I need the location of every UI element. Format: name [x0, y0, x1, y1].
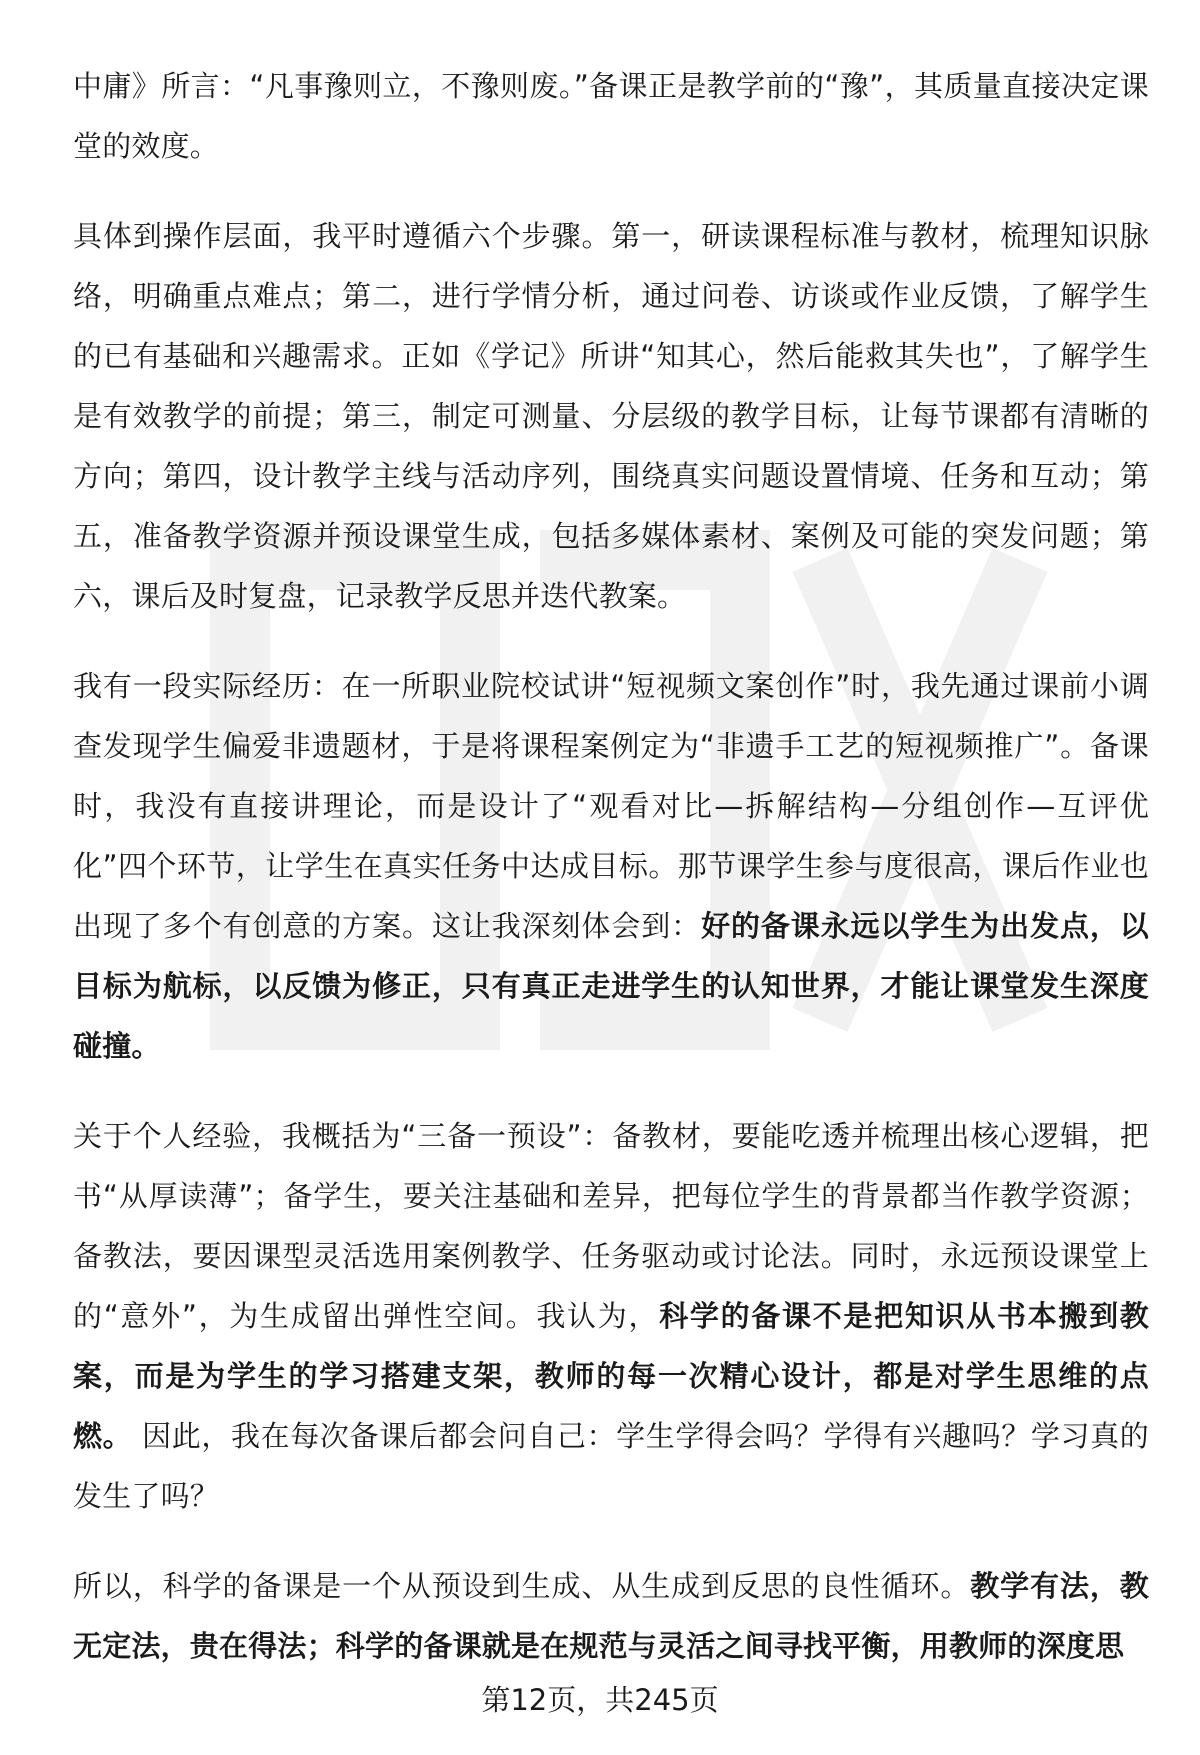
body-paragraph [73, 656, 1149, 1076]
emphasized-text: 教学有法，教无定法，贵在得法；科学的备课就是在规范与灵活之间寻找平衡，用教师的深度思 [73, 1569, 1149, 1663]
body-paragraph [73, 1556, 1149, 1676]
paragraph-text: 关于个人经验，我概括为“三备一预设”：备教材，要能吃透并梳理出核心逻辑，把书“从厚读薄”；备学生，要关注基础和差异，把每位学生的背景都当作教学资源；备教法，要因课型灵活选用案例教学、任务驱动或讨论法。同时，永远预设课堂上的“意外”，为生成留出弹性空间。我认为， [73, 1119, 1149, 1333]
body-paragraph [73, 56, 1149, 176]
emphasized-text: 好的备课永远以学生为出发点，以目标为航标，以反馈为修正，只有真正走进学生的认知世界，才能让课堂发生深度碰撞。 [73, 909, 1149, 1063]
body-paragraph [73, 1106, 1149, 1526]
paragraph-text: 所以，科学的备课是一个从预设到生成、从生成到反思的良性循环。 [73, 1569, 971, 1603]
paragraph-text: 具体到操作层面，我平时遵循六个步骤。第一，研读课程标准与教材，梳理知识脉络，明确重点难点；第二，进行学情分析，通过问卷、访谈或作业反馈，了解学生的已有基础和兴趣需求。正如《学记》所讲“知其心，然后能救其失也”，了解学生是有效教学的前提；第三，制定可测量、分层级的教学目标，让每节课都有清晰的方向；第四，设计教学主线与活动序列，围绕真实问题设置情境、任务和互动；第五，准备教学资源并预设课堂生成，包括多媒体素材、案例及可能的突发问题；第六，课后及时复盘，记录教学反思并迭代教案。 [73, 219, 1149, 613]
paragraph-text: 中庸》所言：“凡事豫则立，不豫则废。”备课正是教学前的“豫”，其质量直接决定课堂的效度。 [73, 69, 1149, 163]
paragraph-text: 因此，我在每次备课后都会问自己：学生学得会吗？学得有兴趣吗？学习真的发生了吗？ [73, 1419, 1149, 1513]
body-paragraph [73, 206, 1149, 626]
document-body [73, 56, 1149, 1706]
page-number: 第12页，共245页 [481, 1683, 719, 1717]
emphasized-text: 科学的备课不是把知识从书本搬到教案，而是为学生的学习搭建支架，教师的每一次精心设计，都是对学生思维的点燃。 [73, 1299, 1149, 1453]
paragraph-text: 我有一段实际经历：在一所职业院校试讲“短视频文案创作”时，我先通过课前小调查发现学生偏爱非遗题材，于是将课程案例定为“非遗手工艺的短视频推广”。备课时，我没有直接讲理论，而是设计了“观看对比—拆解结构—分组创作—互评优化”四个环节，让学生在真实任务中达成目标。那节课学生参与度很高，课后作业也出现了多个有创意的方案。这让我深刻体会到： [73, 669, 1149, 943]
